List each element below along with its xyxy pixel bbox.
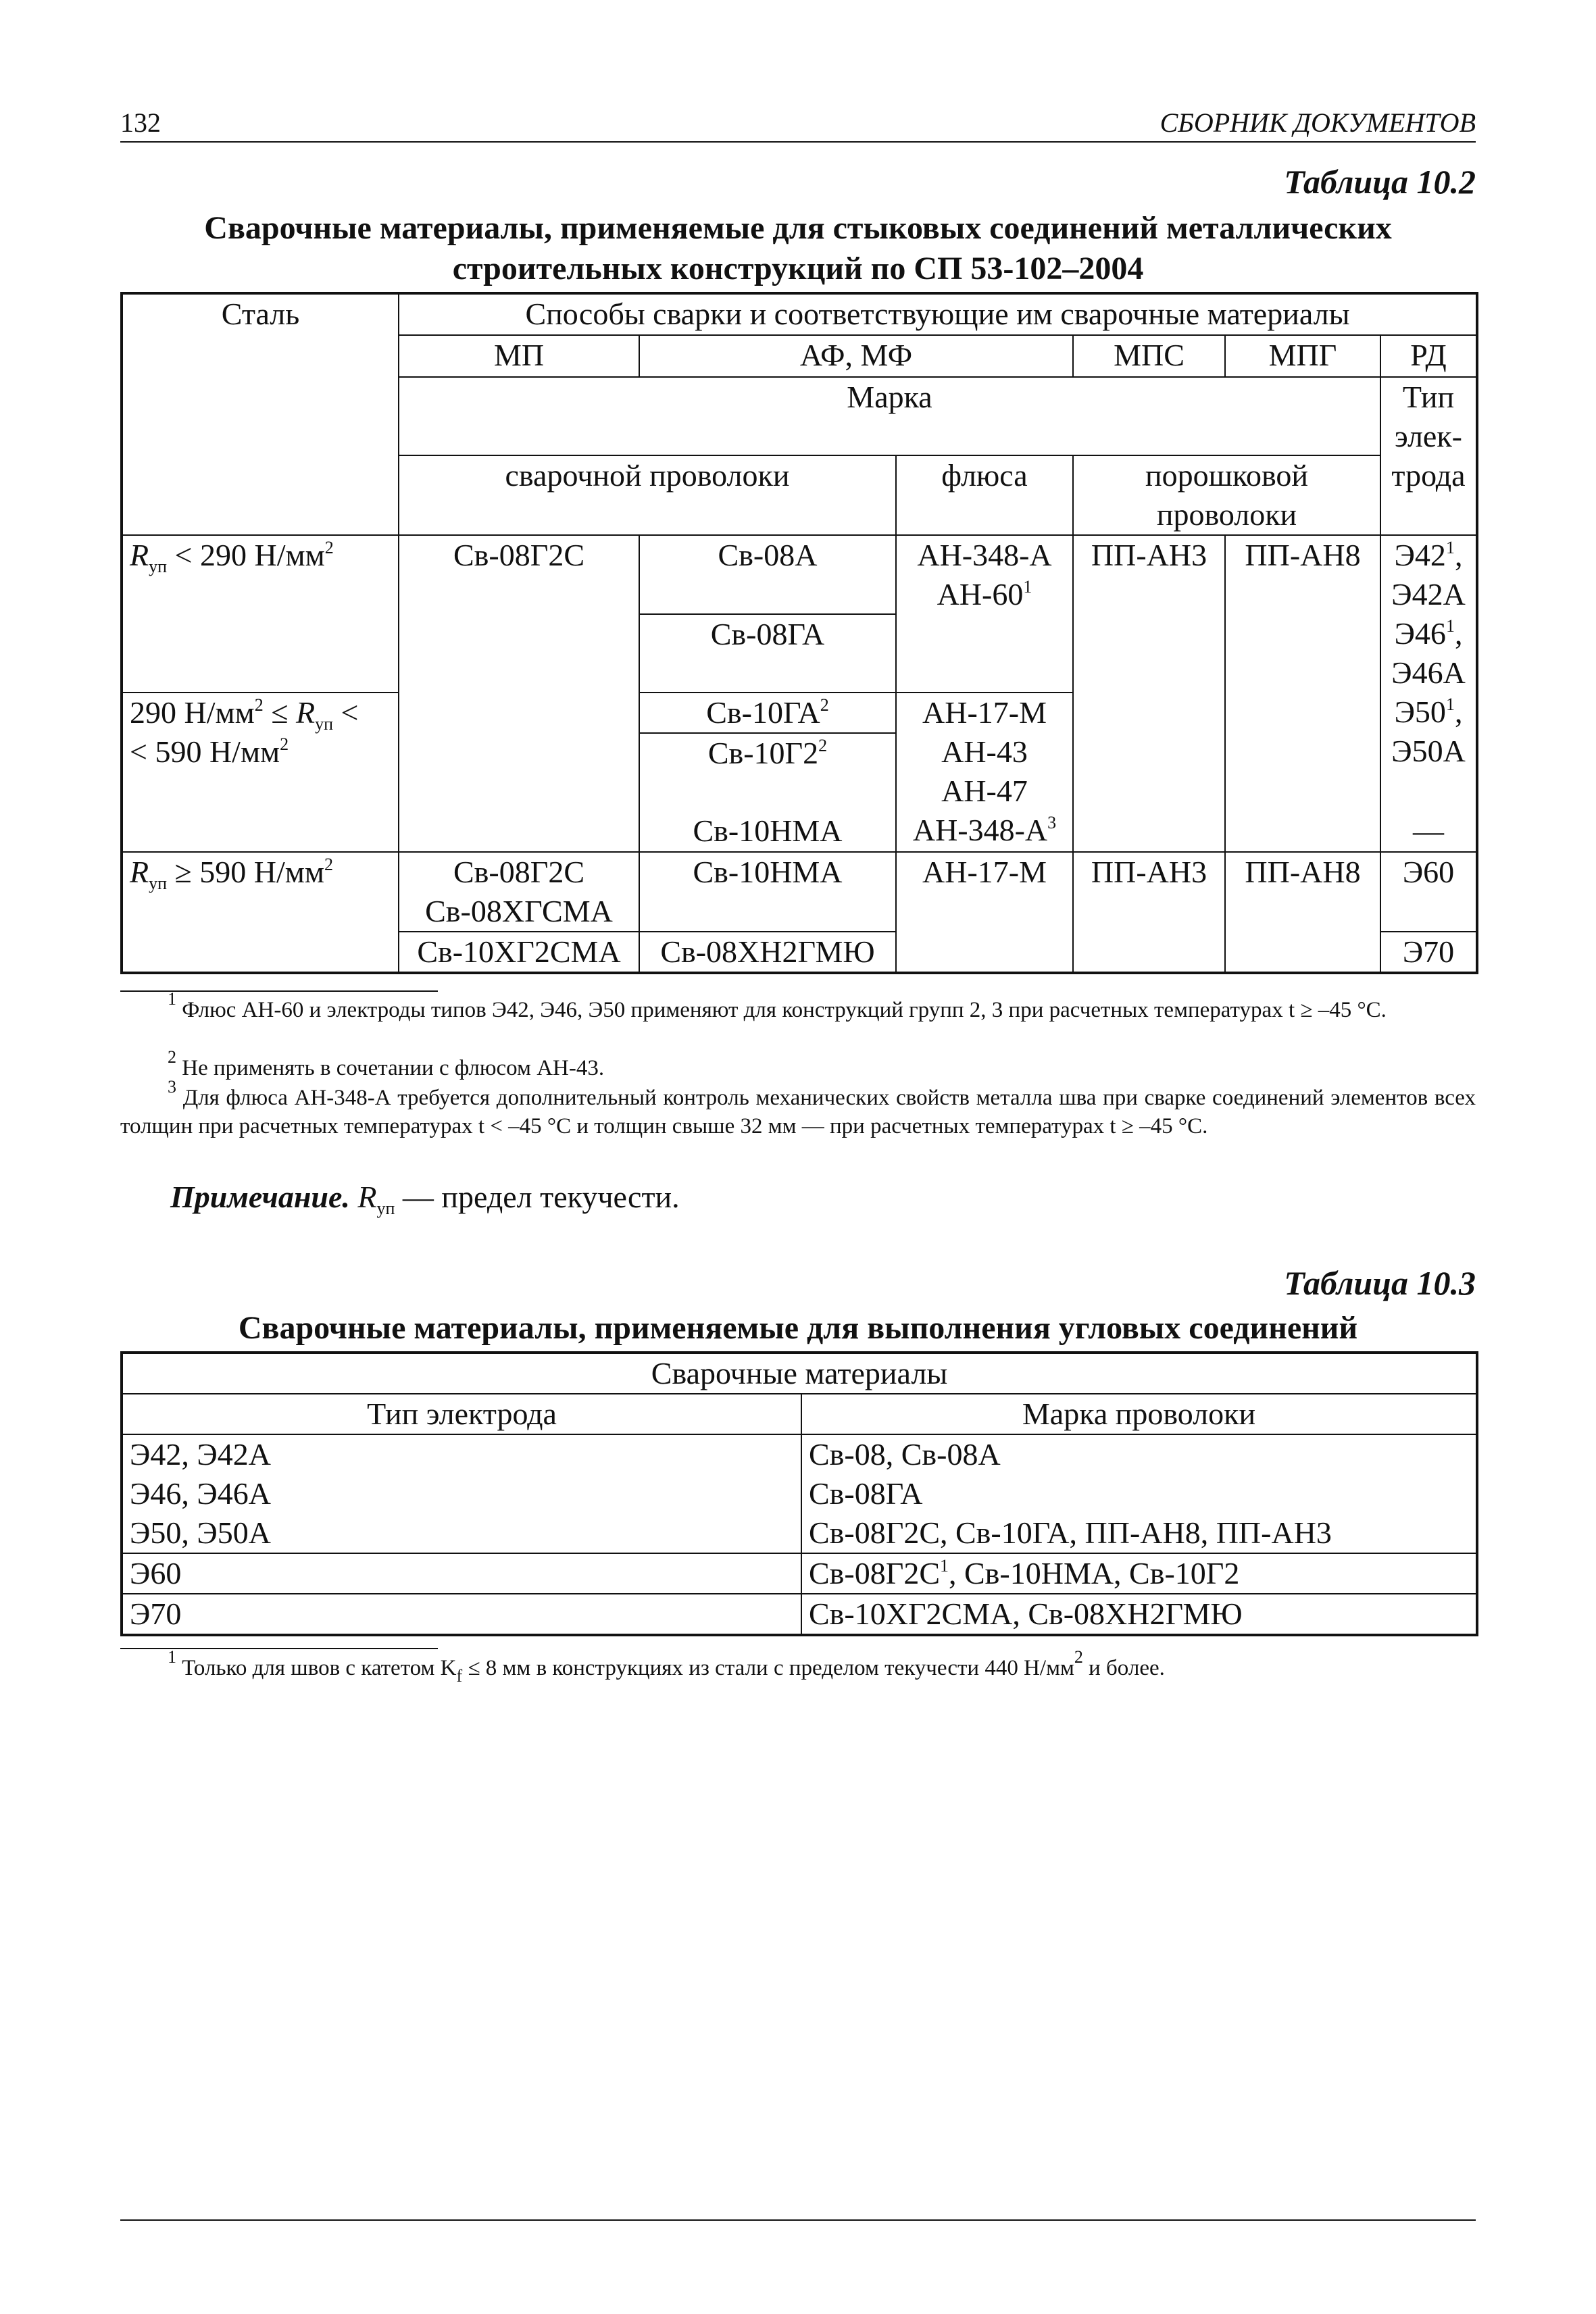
head-materials: Сварочные материалы — [122, 1353, 1477, 1394]
flux-1: АН-348-А $АН-60^1$ — [896, 535, 1073, 693]
steel-r-290-590: 290 $Н/мм^2 \le R_{уп}$ < < 590 $Н/мм^2$ — [122, 693, 399, 852]
flux-3: АН-17-М — [896, 852, 1073, 973]
table-row-wire-e70: Св-10ХГ2СМА, Св-08ХН2ГМЮ — [801, 1594, 1477, 1635]
mp-3: Св-08Г2С Св-08ХГСМА — [399, 852, 639, 932]
footnote-1: $^1$ Флюс АН-60 и электроды типов Э42, Э46, Э50 применяют для конструкций групп 2, 3 при расчетных температурах t ≥ –45 °С. — [168, 989, 1387, 1022]
af-5: Св-10НМА — [639, 811, 896, 852]
head-mp: МП — [399, 335, 639, 377]
mpg-1: ПП-АН8 — [1225, 535, 1380, 852]
head-electrode-type-2: Тип электрода — [122, 1394, 801, 1434]
mps-3: ПП-АН3 — [1073, 852, 1225, 973]
head-electrode-type: Тип элек- трода — [1380, 377, 1477, 535]
head-rd: РД — [1380, 335, 1477, 377]
head-brand: Марка — [399, 377, 1380, 455]
table-10-3 — [120, 1351, 1478, 1636]
table-row-electrode-e60: Э60 — [122, 1553, 801, 1594]
af-6: Св-10НМА — [639, 852, 896, 932]
head-mpg: МПГ — [1225, 335, 1380, 377]
table-row-wire-e60: $Св-08Г2С^1$, Св-10НМА, Св-10Г2 — [801, 1553, 1477, 1594]
head-mps: МПС — [1073, 335, 1225, 377]
rd-6: Э70 — [1380, 932, 1477, 973]
head-welding-wire: сварочной проволоки — [399, 455, 896, 535]
note: Примечание. $R_{уп}$ — предел текучести. — [170, 1180, 680, 1218]
bottom-rule — [120, 2219, 1476, 2221]
rd-5: Э60 — [1380, 852, 1477, 932]
rd-1: $Э42^1$, Э42А — [1380, 535, 1477, 614]
table-10-2-caption: Таблица 10.2 — [1284, 163, 1476, 201]
mp-1: Св-08Г2С — [399, 535, 639, 852]
table-row-electrode-e70: Э70 — [122, 1594, 801, 1635]
flux-2: АН-17-М АН-43 АН-47 $АН-348-А^3$ — [896, 693, 1073, 852]
af-3: $Св-10ГА^2$ — [639, 693, 896, 733]
af-1: Св-08А — [639, 535, 896, 614]
head-methods: Способы сварки и соответствующие им сварочные материалы — [399, 293, 1477, 335]
head-flux-cored-wire: порошковой проволоки — [1073, 455, 1380, 535]
mp-3c: Св-10ХГ2СМА — [399, 932, 639, 973]
af-2: Св-08ГА — [639, 614, 896, 693]
rd-3: $Э50^1$, Э50А — [1380, 693, 1477, 811]
head-flux: флюса — [896, 455, 1073, 535]
af-7: Св-08ХН2ГМЮ — [639, 932, 896, 973]
mpg-3: ПП-АН8 — [1225, 852, 1380, 973]
table-10-3-title: Сварочные материалы, применяемые для выполнения угловых соединений — [238, 1310, 1358, 1346]
running-title: СБОРНИК ДОКУМЕНТОВ — [1159, 107, 1476, 138]
mps-1: ПП-АН3 — [1073, 535, 1225, 852]
header-rule — [120, 141, 1476, 143]
footnote-table-10-3: $^1$ Только для швов с катетом $K_f \le 8$ мм в конструкциях из стали с пределом текучести 440 $Н/мм^2$ и более. — [168, 1647, 1165, 1686]
footnote-2: $^2$ Не применять в сочетании с флюсом АН-43. — [168, 1047, 605, 1080]
table-row-electrodes-1: Э42, Э42А Э46, Э46А Э50, Э50А — [122, 1434, 801, 1553]
head-wire-brand: Марка проволоки — [801, 1394, 1477, 1434]
rd-4: — — [1380, 811, 1477, 852]
head-steel: Сталь — [122, 293, 399, 535]
page-number: 132 — [120, 107, 161, 138]
table-10-2-title-line2: строительных конструкций по СП 53-102–2004 — [452, 251, 1144, 286]
table-10-2-title-line1: Сварочные материалы, применяемые для стыковых соединений металлических — [204, 210, 1392, 246]
head-af-mf: АФ, МФ — [639, 335, 1073, 377]
table-10-3-caption: Таблица 10.3 — [1284, 1264, 1476, 1302]
rd-2: $Э46^1$, Э46А — [1380, 614, 1477, 693]
steel-r-ge-590: $R_{уп} \ge 590$ $Н/мм^2$ — [122, 852, 399, 973]
af-4: $Св-10Г2^2$ — [639, 733, 896, 811]
footnote-3: $^3$ Для флюса АН-348-А требуется дополнительный контроль механических свойств металла шва при сварке соединений элементов всех толщин при расчетных температурах t < –45 °С и толщин свыше 32 мм — при расчетных температурах t ≥ –45 °С. — [120, 1077, 1476, 1138]
table-10-2 — [120, 292, 1478, 974]
steel-r-lt-290: $R_{уп} < 290$ $Н/мм^2$ — [122, 535, 399, 693]
table-row-wires-1: Св-08, Св-08А Св-08ГА Св-08Г2С, Св-10ГА, ПП-АН8, ПП-АН3 — [801, 1434, 1477, 1553]
